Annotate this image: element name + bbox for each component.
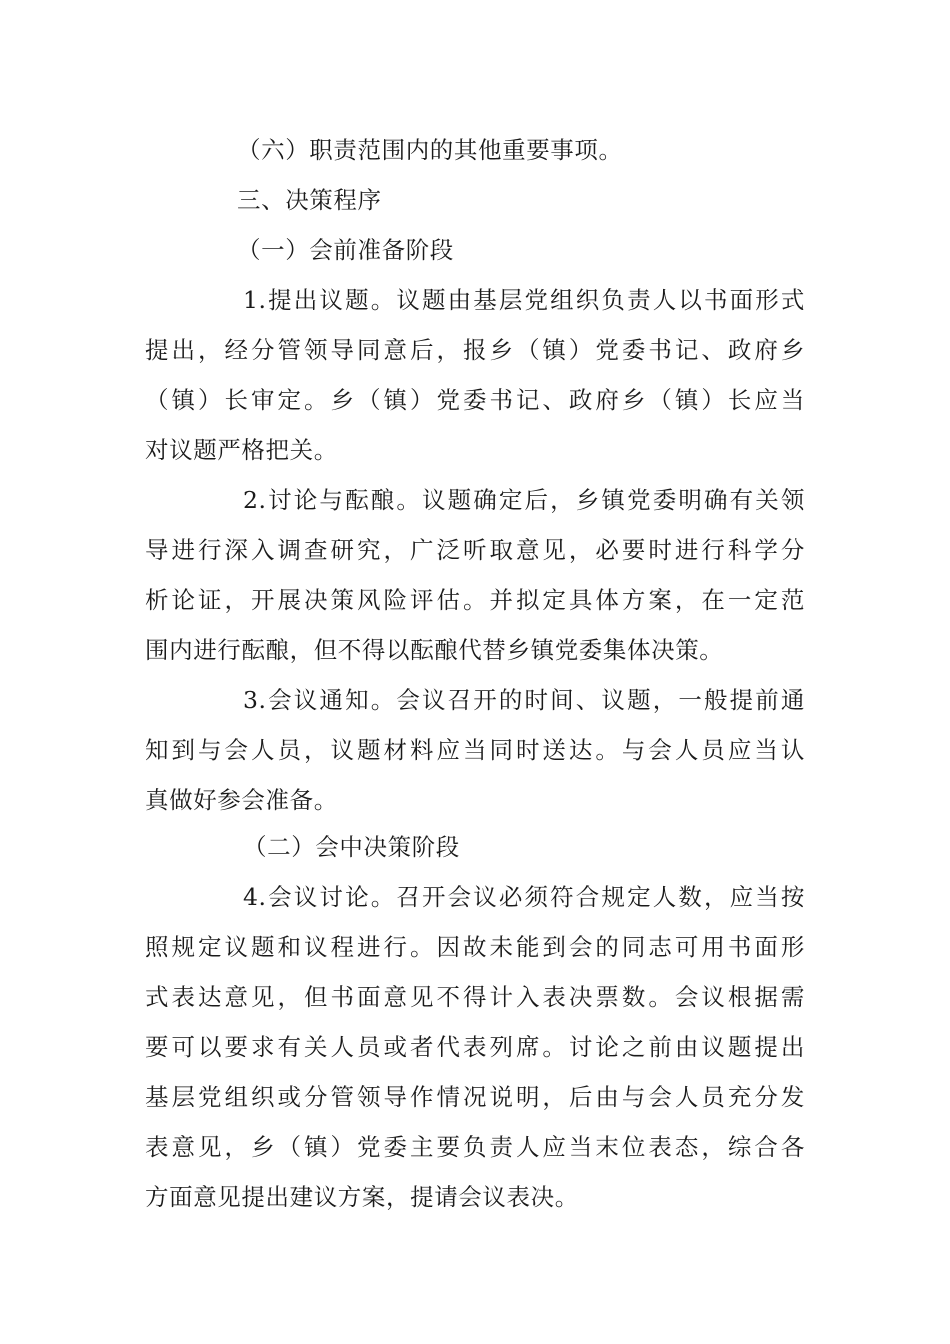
p1-line-1: 1.提出议题。议题由基层党组织负责人以书面形式 — [243, 286, 805, 314]
p1-line-4: 对议题严格把关。 — [145, 436, 338, 464]
p2-line-3: 析论证，开展决策风险评估。并拟定具体方案，在一定范 — [145, 586, 805, 614]
p4-line-7: 方面意见提出建议方案，提请会议表决。 — [145, 1183, 579, 1211]
p3-line-1: 3.会议通知。会议召开的时间、议题，一般提前通 — [243, 686, 805, 714]
item-6-line: （六）职责范围内的其他重要事项。 — [237, 136, 623, 164]
p4-line-4: 要可以要求有关人员或者代表列席。讨论之前由议题提出 — [145, 1033, 805, 1061]
p4-line-2: 照规定议题和议程进行。因故未能到会的同志可用书面形 — [145, 933, 805, 961]
p4-line-6: 表意见，乡（镇）党委主要负责人应当末位表态，综合各 — [145, 1133, 805, 1161]
stage-2-heading: （二）会中决策阶段 — [243, 833, 460, 861]
p4-line-1: 4.会议讨论。召开会议必须符合规定人数，应当按 — [243, 883, 805, 911]
p3-line-2: 知到与会人员，议题材料应当同时送达。与会人员应当认 — [145, 736, 805, 764]
p4-line-5: 基层党组织或分管领导作情况说明，后由与会人员充分发 — [145, 1083, 805, 1111]
p2-line-4: 围内进行酝酿，但不得以酝酿代替乡镇党委集体决策。 — [145, 636, 724, 664]
p2-line-1: 2.讨论与酝酿。议题确定后，乡镇党委明确有关领 — [243, 486, 805, 514]
section-3-heading: 三、决策程序 — [237, 186, 382, 214]
p1-line-3: （镇）长审定。乡（镇）党委书记、政府乡（镇）长应当 — [145, 386, 805, 414]
p2-line-2: 导进行深入调查研究，广泛听取意见，必要时进行科学分 — [145, 536, 805, 564]
p4-line-3: 式表达意见，但书面意见不得计入表决票数。会议根据需 — [145, 983, 805, 1011]
stage-1-heading: （一）会前准备阶段 — [237, 236, 454, 264]
p1-line-2: 提出，经分管领导同意后，报乡（镇）党委书记、政府乡 — [145, 336, 805, 364]
p3-line-3: 真做好参会准备。 — [145, 786, 338, 814]
